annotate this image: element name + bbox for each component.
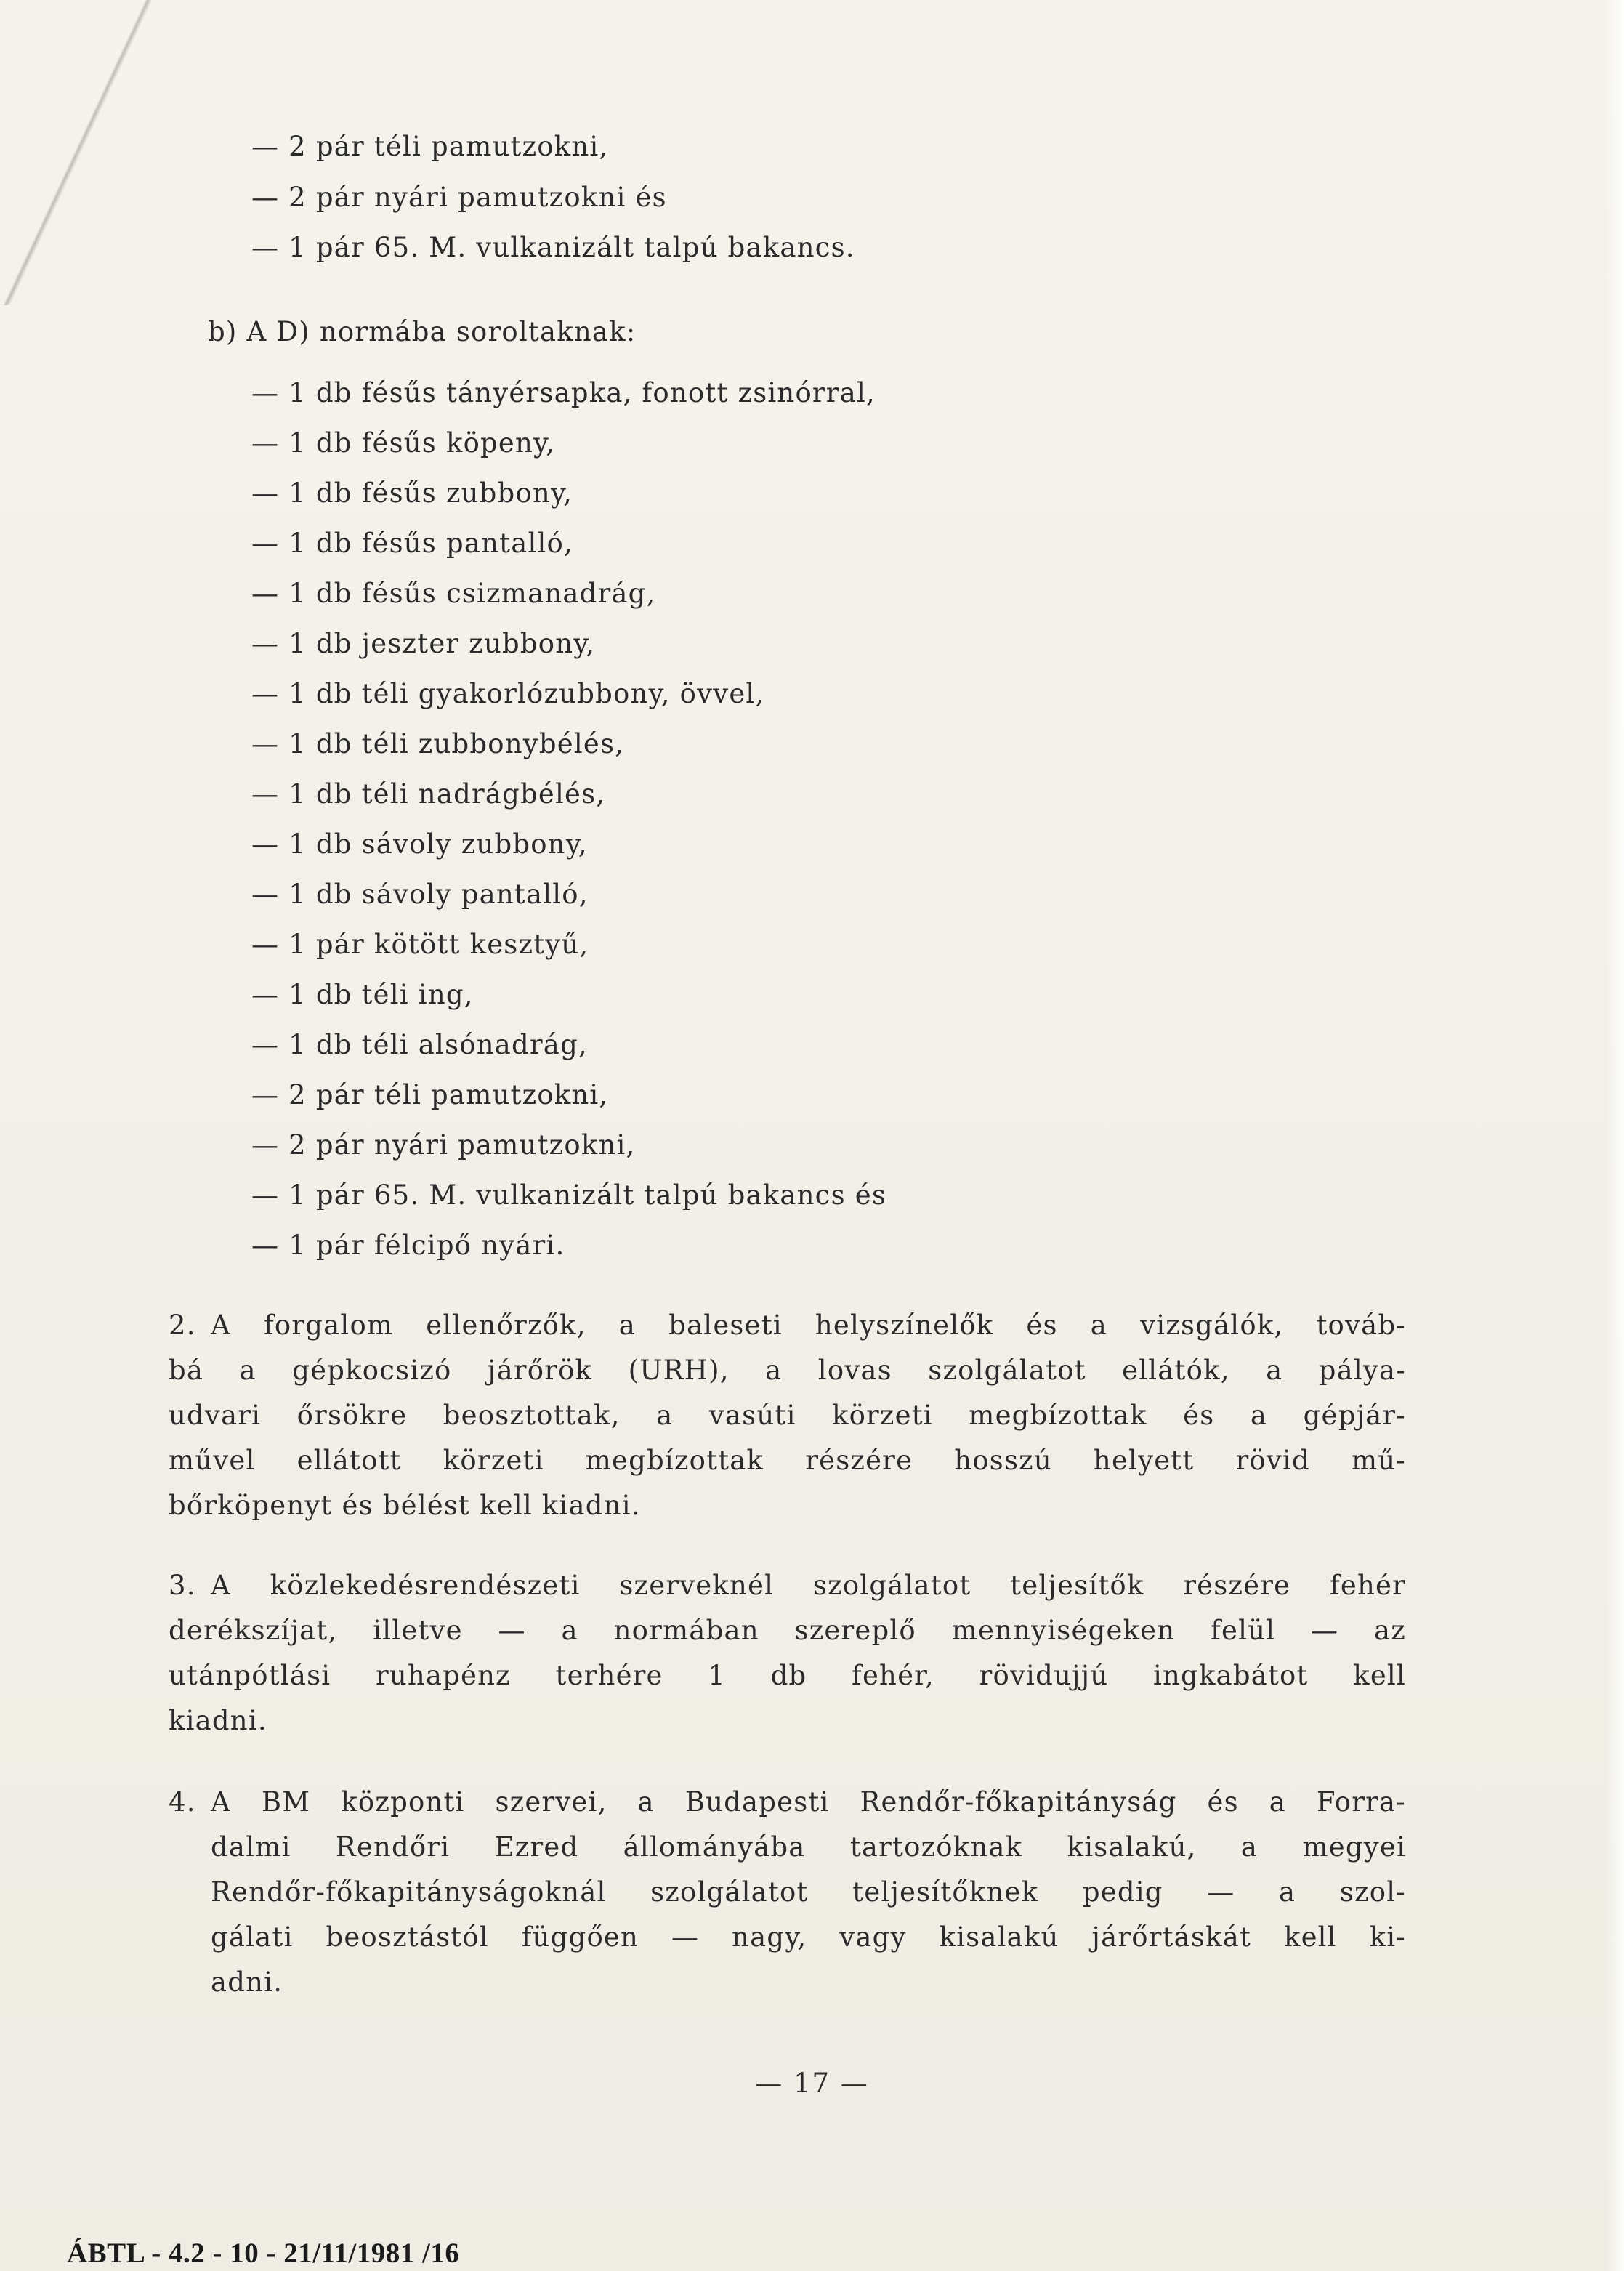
list-item: — 1 db fésűs pantalló, [251,528,573,559]
list-item: — 1 db sávoly zubbony, [251,828,588,860]
list-item: — 1 db sávoly pantalló, [251,879,589,910]
list-item: — 1 db fésűs csizmanadrág, [251,578,656,609]
list-item: — 1 db téli ing, [251,979,474,1010]
paragraph-line: bőrköpenyt és bélést kell kiadni. [169,1490,641,1521]
paragraph-line: derékszíjat, illetve — a normában szereplő mennyiségeken felül — az [169,1615,1406,1646]
paragraph-line: kiadni. [169,1705,267,1736]
list-item: — 2 pár téli pamutzokni, [251,131,609,162]
list-item: — 1 pár 65. M. vulkanizált talpú bakancs és [251,1179,887,1211]
paragraph-line: utánpótlási ruhapénz terhére 1 db fehér, rövidujjú ingkabátot kell [169,1660,1406,1691]
scan-right-edge [1605,0,1624,2271]
page-number: — 17 — [755,2068,869,2099]
paragraph-number: 3. [169,1570,196,1601]
list-item: — 1 db fésűs tányérsapka, fonott zsinórral, [251,377,876,408]
list-item: — 1 db téli nadrágbélés, [251,778,606,810]
paragraph-line: A közlekedésrendészeti szerveknél szolgálatot teljesítők részére fehér [211,1570,1406,1601]
paragraph-number: 4. [169,1786,196,1818]
paragraph-line: udvari őrsökre beosztottak, a vasúti körzeti megbízottak és a gépjár- [169,1400,1406,1431]
list-item: — 1 pár félcipő nyári. [251,1230,565,1261]
list-item: — 1 pár 65. M. vulkanizált talpú bakancs. [251,232,855,263]
paragraph-line: gálati beosztástól függően — nagy, vagy kisalakú járőrtáskát kell ki- [211,1921,1406,1953]
list-item: — 1 db téli gyakorlózubbony, övvel, [251,678,765,709]
paragraph-line: bá a gépkocsizó járőrök (URH), a lovas szolgálatot ellátók, a pálya- [169,1355,1406,1386]
paragraph-number: 2. [169,1310,196,1341]
list-item: — 1 db téli alsónadrág, [251,1029,588,1060]
list-item: — 1 db fésűs zubbony, [251,477,573,509]
list-item: — 1 pár kötött kesztyű, [251,929,589,960]
archive-stamp: ÁBTL - 4.2 - 10 - 21/11/1981 /16 [67,2238,460,2269]
paragraph-line: dalmi Rendőri Ezred állományába tartozóknak kisalakú, a megyei [211,1831,1406,1863]
list-item: — 2 pár nyári pamutzokni, [251,1129,636,1161]
list-item: — 1 db fésűs köpeny, [251,427,556,459]
list-item: — 2 pár téli pamutzokni, [251,1079,609,1110]
section-b-heading: b) A D) normába soroltaknak: [208,316,637,347]
paragraph-line: művel ellátott körzeti megbízottak részére hosszú helyett rövid mű- [169,1445,1406,1476]
paragraph-line: A BM központi szervei, a Budapesti Rendőr-főkapitányság és a Forra- [211,1786,1406,1818]
list-item: — 1 db téli zubbonybélés, [251,728,625,759]
paragraph-line: Rendőr-főkapitányságoknál szolgálatot teljesítőknek pedig — a szol- [211,1876,1406,1908]
paragraph-line: adni. [211,1967,283,1998]
paragraph-line: A forgalom ellenőrzők, a baleseti helyszínelők és a vizsgálók, továb- [211,1310,1406,1341]
list-item: — 2 pár nyári pamutzokni és [251,182,667,213]
scan-fold-shadow [0,0,160,305]
list-item: — 1 db jeszter zubbony, [251,628,596,659]
